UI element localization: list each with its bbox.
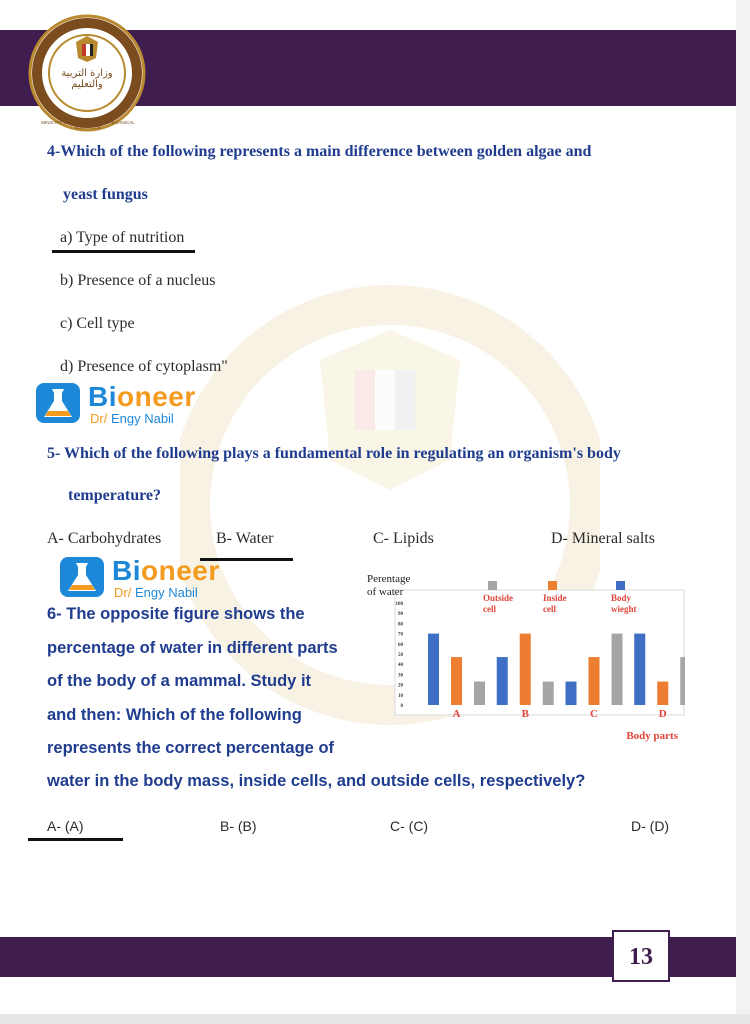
question-6-line-1: 6- The opposite figure shows the (47, 605, 305, 623)
chart-bar (589, 657, 600, 705)
chart-bar (566, 682, 577, 705)
page-bottom-edge (0, 1014, 750, 1024)
q6-answer-underline (28, 838, 123, 841)
chart-y-tick-label: 30 (398, 673, 403, 679)
water-percentage-chart (365, 568, 685, 746)
q5-option-a[interactable]: A- Carbohydrates (47, 530, 162, 547)
chart-legend-label: cell (543, 604, 556, 614)
bioneer-author-2 (114, 585, 198, 600)
page-edge (736, 0, 750, 1024)
bioneer-name-2 (112, 555, 220, 587)
bioneer-flask-icon-2 (58, 555, 106, 601)
question-6-line-6: water in the body mass, inside cells, and outside cells, respectively? (47, 772, 586, 790)
bioneer-author (90, 411, 174, 426)
question-6-line-3: of the body of a mammal. Study it (47, 672, 312, 690)
chart-y-tick-label: 10 (398, 693, 403, 699)
bioneer-name-o-2: o (141, 555, 159, 586)
question-4-line-1: 4-Which of the following represents a main difference between golden algae and (47, 143, 592, 160)
chart-category-label: B (521, 708, 529, 720)
chart-legend-label: Inside (543, 593, 567, 603)
q6-option-c[interactable]: C- (C) (390, 818, 429, 834)
bioneer-name-rest-2: neer (158, 555, 220, 586)
chart-bar (520, 634, 531, 705)
chart-category-label: A (452, 708, 461, 720)
chart-y-tick-label: 80 (398, 622, 403, 628)
bioneer-author-dr-2: Dr/ (114, 585, 132, 600)
chart-legend-label: Outside (483, 593, 514, 603)
seal-english-text: MINISTRY OF EDUCATION AND TECHNICAL EDUCATION (41, 120, 135, 130)
chart-y-tick-label: 60 (398, 642, 403, 648)
question-4-line-2: yeast fungus (63, 186, 148, 203)
question-6-line-4: and then: Which of the following (47, 706, 302, 724)
q6-option-b[interactable]: B- (B) (220, 818, 257, 834)
chart-legend-label: cell (483, 604, 496, 614)
chart-y-tick-label: 50 (398, 653, 403, 658)
q4-option-a[interactable]: a) Type of nutrition (60, 229, 185, 246)
chart-bar (451, 657, 462, 705)
question-5-line-2: temperature? (68, 487, 161, 504)
bioneer-logo-2 (58, 555, 258, 605)
chart-bar (612, 634, 623, 705)
chart-bar (657, 682, 668, 705)
chart-bar (497, 657, 508, 705)
chart-legend-swatch (548, 581, 557, 590)
chart-y-tick-label: 0 (400, 704, 403, 709)
bioneer-author-name: Engy Nabil (107, 411, 174, 426)
page-number-box (612, 930, 670, 982)
q6-option-a[interactable]: A- (A) (47, 818, 84, 834)
chart-legend-label: Body (611, 593, 632, 603)
chart-legend-swatch (616, 581, 625, 590)
chart-y-tick-label: 40 (398, 663, 403, 669)
chart-bar (634, 634, 645, 705)
chart-y-tick-label: 70 (398, 632, 403, 638)
q6-option-d[interactable]: D- (D) (631, 818, 670, 834)
q5-option-b[interactable]: B- Water (216, 530, 274, 547)
chart-y-tick-label: 100 (395, 602, 403, 607)
q4-option-b[interactable]: b) Presence of a nucleus (60, 272, 216, 289)
question-6-line-2: percentage of water in different parts (47, 639, 338, 657)
chart-x-axis-title: Body parts (626, 730, 678, 742)
chart-y-tick-label: 20 (398, 683, 403, 689)
bioneer-name-rest: neer (134, 381, 196, 412)
chart-legend-label: wieght (611, 604, 637, 614)
seal-arabic-text: وزارة التربية والتعليم (61, 68, 113, 90)
bioneer-name-o: o (117, 381, 135, 412)
q4-answer-underline (52, 250, 195, 253)
bioneer-logo (34, 381, 234, 431)
bioneer-author-dr: Dr/ (90, 411, 108, 426)
chart-category-label: C (590, 708, 598, 720)
bioneer-flask-icon (34, 381, 82, 427)
bioneer-name-bi-2: Bi (112, 555, 141, 586)
q4-option-c[interactable]: c) Cell type (60, 315, 135, 332)
question-6-line-5: represents the correct percentage of (47, 739, 335, 757)
question-5-line-1: 5- Which of the following plays a fundamental role in regulating an organism's body (47, 445, 621, 462)
chart-bar (428, 634, 439, 705)
chart-y-axis-title-line-2: of water (367, 586, 404, 598)
bioneer-name-bi: Bi (88, 381, 117, 412)
chart-category-label: D (658, 708, 667, 720)
page-number: 13 (629, 944, 653, 970)
q5-option-c[interactable]: C- Lipids (373, 530, 434, 547)
chart-legend-swatch (488, 581, 497, 590)
chart-y-axis-title-line-1: Perentage (367, 573, 411, 585)
chart-bar (474, 682, 485, 705)
chart-bar (680, 657, 685, 705)
chart-y-tick-label: 90 (398, 612, 403, 618)
q5-option-d[interactable]: D- Mineral salts (551, 530, 655, 547)
chart-bar (543, 682, 554, 705)
bioneer-name (88, 381, 196, 413)
bioneer-author-name-2: Engy Nabil (131, 585, 198, 600)
q4-option-d[interactable]: d) Presence of cytoplasm" (60, 358, 228, 375)
